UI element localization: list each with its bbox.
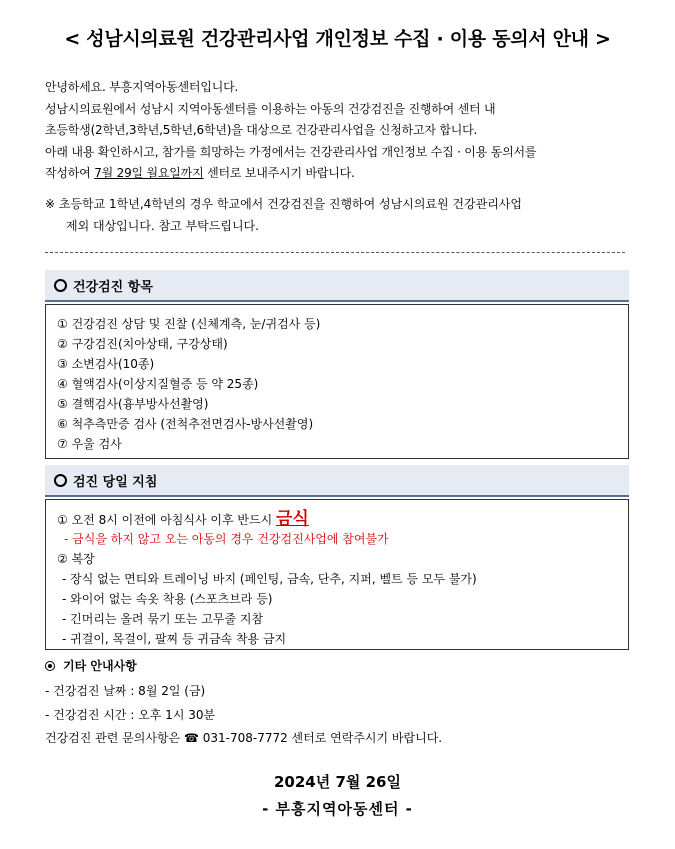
circle-bullet-icon <box>54 474 67 487</box>
dress-rule: ② 복장 <box>57 552 95 566</box>
deadline-text: 7월 29일 월요일까지 <box>94 166 204 180</box>
dress-item: - 장식 없는 면티와 트레이닝 바지 (페인팅, 금속, 단추, 지퍼, 벨트 등 모두 불가) <box>62 572 477 586</box>
intro-line: 아래 내용 확인하시고, 참가를 희망하는 가정에서는 건강관리사업 개인정보 수집 · 이용 동의서를 <box>45 144 537 159</box>
checkup-item: ④ 혈액검사(이상지질혈증 등 약 25종) <box>57 377 259 391</box>
checkup-item: ③ 소변검사(10종) <box>57 357 155 371</box>
checkup-item: ⑤ 결핵검사(흉부방사선촬영) <box>57 397 209 411</box>
note-line: 제외 대상입니다. 참고 부탁드립니다. <box>66 219 259 233</box>
contact-line <box>45 729 442 746</box>
note-line: ※ 초등학교 1학년,4학년의 경우 학교에서 건강검진을 진행하여 성남시의료원 건강관리사업 <box>45 197 522 211</box>
fasting-warning: - 금식을 하지 않고 오는 아동의 경우 건강검진사업에 참여불가 <box>64 532 389 546</box>
phone-icon: ☎ <box>183 731 199 745</box>
fasting-rule <box>57 504 309 529</box>
intro-line: 초등학생(2학년,3학년,5학년,6학년)을 대상으로 건강관리사업을 신청하고자 합니다. <box>45 123 478 137</box>
other-info-heading <box>45 657 137 674</box>
contact-text: 031-708-7772 센터로 연락주시기 바랍니다. <box>198 731 443 745</box>
contact-text: 건강검진 관련 문의사항은 <box>45 731 184 745</box>
other-info-title: 기타 안내사항 <box>63 659 137 673</box>
intro-line: 안녕하세요. 부흥지역아동센터입니다. <box>45 80 239 94</box>
checkup-item: ② 구강검진(치아상태, 구강상태) <box>57 337 228 351</box>
rule-text: ① 오전 8시 이전에 아침식사 이후 반드시 <box>57 513 276 527</box>
checkup-items-box <box>45 304 629 459</box>
section-header-checkup-items <box>45 270 629 302</box>
intro-paragraph <box>45 77 645 185</box>
page-title: < 성남시의료원 건강관리사업 개인정보 수집 · 이용 동의서 안내 > <box>64 28 611 50</box>
exclusion-note <box>45 193 645 237</box>
checkup-time: - 건강검진 시간 : 오후 1시 30분 <box>45 708 216 722</box>
intro-line <box>45 163 645 185</box>
dress-item: - 긴머리는 올려 묶기 또는 고무줄 지참 <box>62 612 264 626</box>
dress-item: - 와이어 없는 속옷 착용 (스포츠브라 등) <box>62 592 273 606</box>
intro-text: 센터로 보내주시기 바랍니다. <box>203 166 355 180</box>
intro-text: 작성하여 <box>45 166 95 180</box>
circle-bullet-icon <box>54 279 67 292</box>
checkup-item: ① 건강검진 상담 및 진찰 (신체계측, 눈/귀검사 등) <box>57 317 321 331</box>
checkup-date: - 건강검진 날짜 : 8월 2일 (금) <box>45 684 206 698</box>
radio-bullet-icon <box>45 661 55 671</box>
fasting-emphasis: 금식 <box>275 509 309 529</box>
organization-name: - 부흥지역아동센터 - <box>262 800 413 818</box>
day-guidelines-box <box>45 499 629 650</box>
intro-line: 성남시의료원에서 성남시 지역아동센터를 이용하는 아동의 건강검진을 진행하여 센터 내 <box>45 101 496 116</box>
section-header-day-guidelines <box>45 465 629 497</box>
document-date: 2024년 7월 26일 <box>274 773 401 791</box>
divider <box>45 252 625 253</box>
section-title: 건강검진 항목 <box>73 280 153 295</box>
section-title: 검진 당일 지침 <box>73 475 158 490</box>
checkup-item: ⑦ 우울 검사 <box>57 437 122 451</box>
checkup-item: ⑥ 척추측만증 검사 (전척추전면검사-방사선촬영) <box>57 417 314 431</box>
dress-item: - 귀걸이, 목걸이, 팔찌 등 귀금속 착용 금지 <box>62 632 287 646</box>
